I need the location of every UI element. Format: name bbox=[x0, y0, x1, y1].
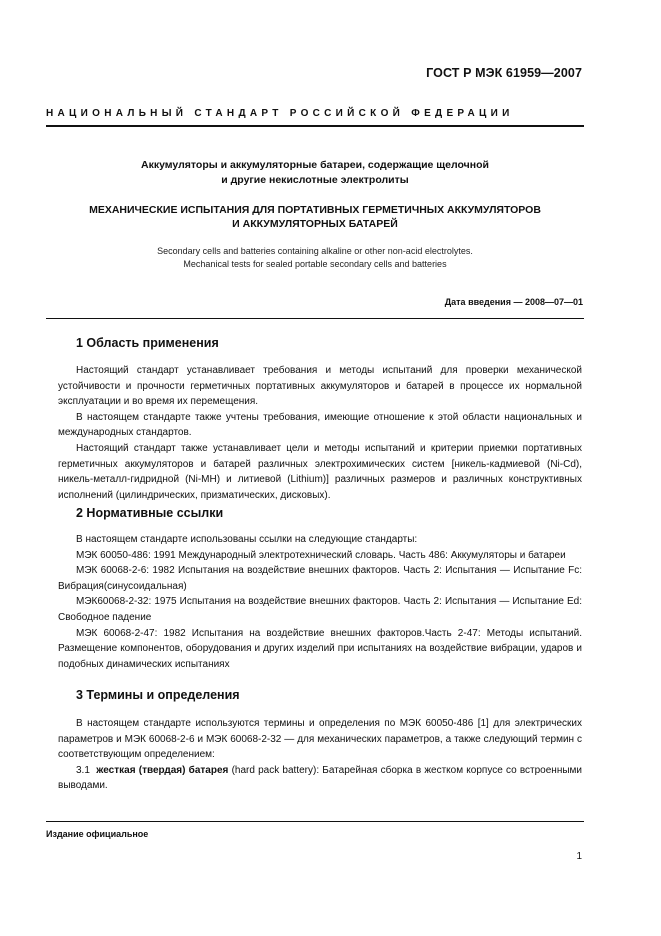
title-russian bbox=[46, 158, 584, 188]
title-russian-line-1: Аккумуляторы и аккумуляторные батареи, содержащие щелочной bbox=[140, 159, 489, 171]
section-2-heading: 2 Нормативные ссылки bbox=[76, 506, 224, 520]
section-1-paragraph: Настоящий стандарт также устанавливает цели и методы испытаний и критерии приемки портативных герметичных аккумуляторов и батарей различных электрохимических систем [никель-кадмиевой (Ni-Cd), никель-металл-гидридной (Ni-MH) и литиевой (Lithium)] различных размеров и различных конструктивных исполнений (цилиндрических, призматических, дисковых). bbox=[58, 442, 582, 501]
section-2-body bbox=[58, 532, 582, 672]
reference-item: МЭК60068-2-32: 1975 Испытания на воздействие внешних факторов. Часть 2: Испытания — Испытание Ed: Свободное падение bbox=[58, 596, 582, 623]
section-3-heading: 3 Термины и определения bbox=[76, 688, 240, 702]
page-number: 1 bbox=[576, 851, 582, 862]
term-text: (hard pack battery): Батарейная сборка в жестком корпусе со встроенными выводами. bbox=[58, 764, 582, 792]
section-1-body bbox=[58, 363, 582, 503]
title-mechanical-line-2: И АККУМУЛЯТОРНЫХ БАТАРЕЙ bbox=[232, 218, 398, 230]
title-english-line-1: Secondary cells and batteries containing alkaline or other non-acid electrolytes. bbox=[157, 246, 473, 256]
edition-label: Издание официальное bbox=[46, 829, 149, 839]
term-number: 3.1 bbox=[76, 764, 90, 776]
reference-item: МЭК 60050-486: 1991 Международный электротехнический словарь. Часть 486: Аккумуляторы и батареи bbox=[76, 549, 566, 561]
document-code: ГОСТ Р МЭК 61959—2007 bbox=[426, 66, 582, 80]
term-name: жесткая (твердая) батарея bbox=[96, 764, 229, 776]
title-russian-line-2: и другие некислотные электролиты bbox=[221, 174, 409, 186]
reference-item: МЭК 60068-2-47: 1982 Испытания на воздействие внешних факторов.Часть 2-47: Методы испытаний. Размещение компонентов, оборудования и других изделий при испытаниях на воздействие вибрации, ударов и подобных динамических испытаниях bbox=[58, 627, 582, 670]
bottom-rule bbox=[46, 821, 584, 822]
section-1-paragraph: В настоящем стандарте также учтены требования, имеющие отношение к этой области национальных и международных стандартов. bbox=[58, 411, 582, 439]
reference-item: МЭК 60068-2-6: 1982 Испытания на воздействие внешних факторов. Часть 2: Испытания — Испытание Fc: Вибрация(синусоидальная) bbox=[58, 565, 582, 592]
title-mechanical-line-1: МЕХАНИЧЕСКИЕ ИСПЫТАНИЯ ДЛЯ ПОРТАТИВНЫХ ГЕРМЕТИЧНЫХ АККУМУЛЯТОРОВ bbox=[89, 204, 541, 216]
title-english bbox=[46, 245, 584, 271]
introduction-date: Дата введения — 2008—07—01 bbox=[444, 297, 583, 307]
term-definition bbox=[58, 763, 582, 794]
top-rule bbox=[46, 125, 584, 127]
section-1-paragraph: Настоящий стандарт устанавливает требования и методы испытаний для проверки механической устойчивости и прочности герметичных портативных аккумуляторов и батарей в процессе их нормальной эксплуатации и во время их перемещения. bbox=[58, 365, 582, 408]
title-mechanical bbox=[46, 203, 584, 231]
section-3-body bbox=[58, 716, 582, 794]
title-english-line-2: Mechanical tests for sealed portable secondary cells and batteries bbox=[183, 259, 447, 269]
standard-title: НАЦИОНАЛЬНЫЙ СТАНДАРТ РОССИЙСКОЙ ФЕДЕРАЦИИ bbox=[46, 108, 514, 119]
section-3-paragraph: В настоящем стандарте используются термины и определения по МЭК 60050-486 [1] для электрических параметров и МЭК 60068-2-6 и МЭК 60068-2-32 — для механических параметров, а также следующий термин с соответствующим определением: bbox=[58, 718, 582, 761]
section-2-paragraph: В настоящем стандарте использованы ссылки на следующие стандарты: bbox=[76, 534, 418, 545]
middle-rule bbox=[46, 318, 584, 319]
section-1-heading: 1 Область применения bbox=[76, 336, 219, 350]
